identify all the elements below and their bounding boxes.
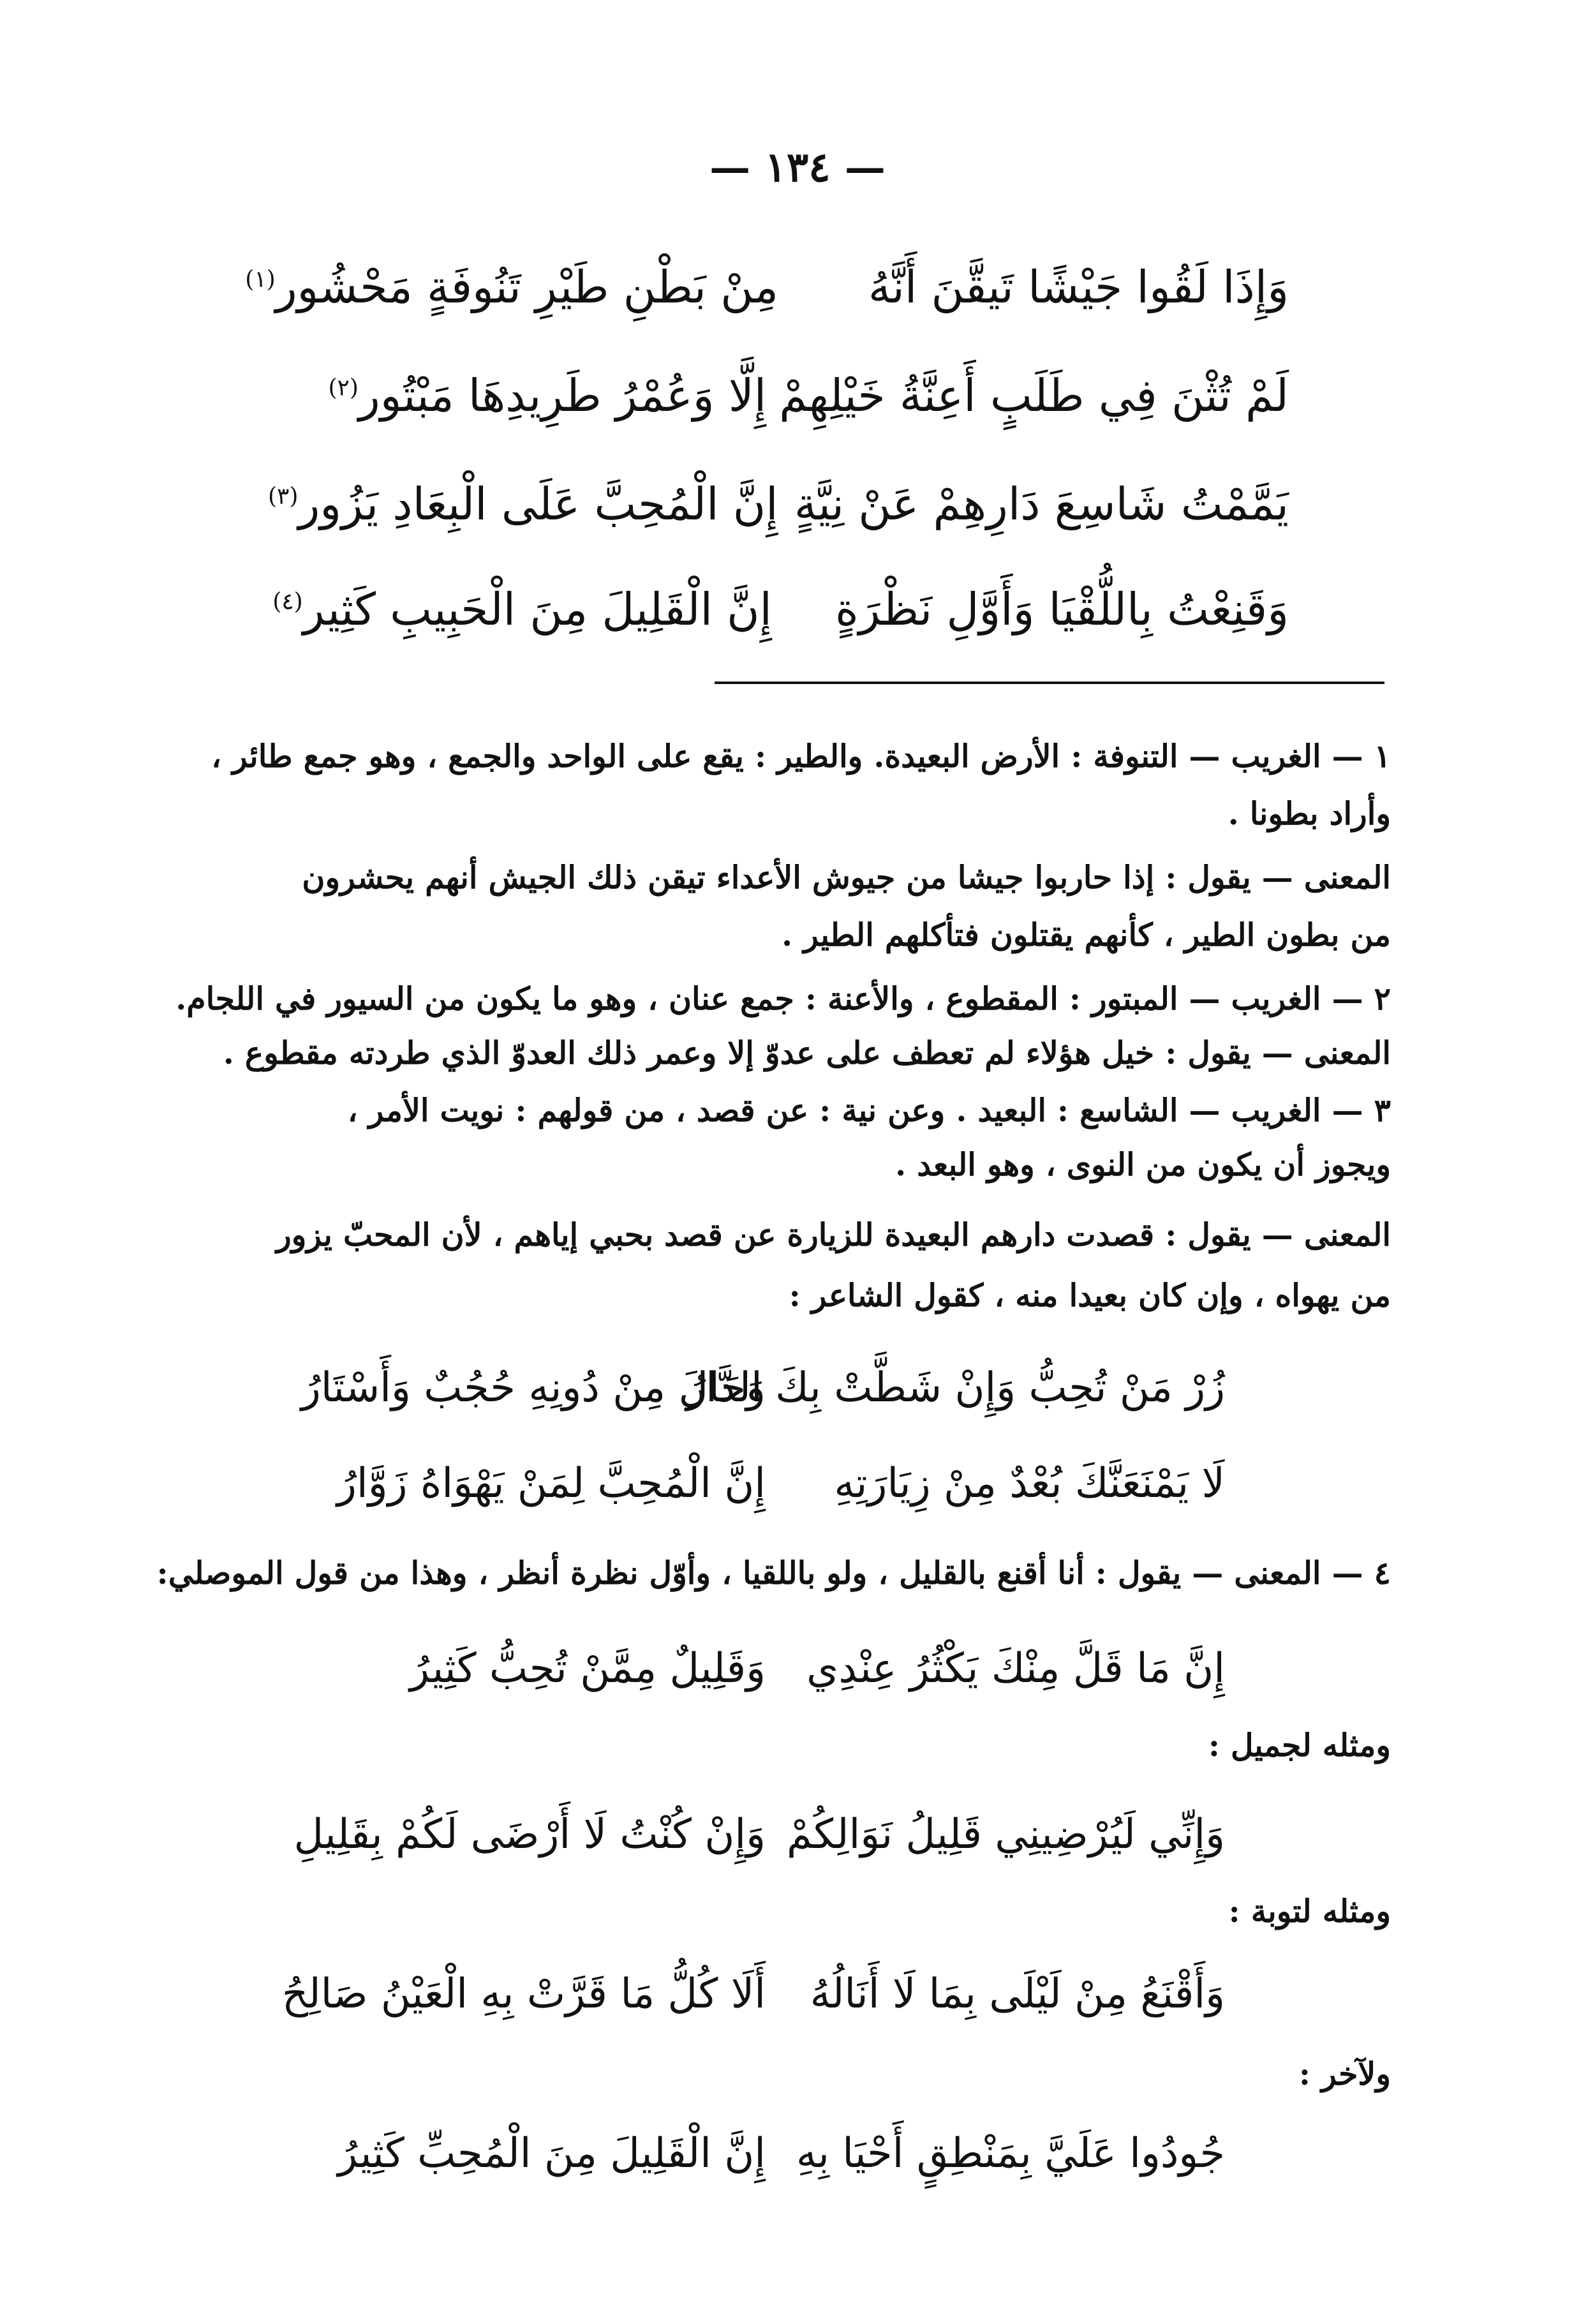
quote-3a-second: وَحَالَ مِنْ دُونِهِ حُجُبٌ وَأَسْتَارُ (300, 1364, 766, 1412)
poem-verse-2 (268, 351, 1289, 440)
quote-4a-second: وَقَلِيلٌ مِمَّنْ تُحِبُّ كَثِيرُ (410, 1645, 766, 1692)
verse-1-second-hemistich (245, 261, 791, 313)
quote-verse-3a (300, 1346, 1225, 1429)
verse-4-first-hemistich: وَقَنِعْتُ بِاللُّقْيَا وَأَوَّلِ نَظْرَةٍ (835, 583, 1289, 636)
note-2-meaning: المعنى — يقول : خيل هؤلاء لم تعطف على عدوّ إلا وعمر ذلك العدوّ الذي طردته مقطوع . (223, 1034, 1391, 1071)
note-1-meaning-line-2: من بطون الطير ، كأنهم يقتلون فتأكلهم الطير . (782, 916, 1391, 953)
verse-3-second-hemistich (268, 478, 791, 530)
verse-4-second-text: إِنَّ الْقَلِيلَ مِنَ الْحَبِيبِ كَثِير (302, 583, 772, 636)
quote-4c-first: وَأَقْنَعُ مِنْ لَيْلَى بِمَا لَا أَنَالُهُ (810, 1970, 1225, 2018)
quote-verse-4d (306, 2112, 1225, 2195)
note-4-meaning: ٤ — المعنى — يقول : أنا أقنع بالقليل ، ولو باللقيا ، وأوّل نظرة أنظر ، وهذا من قول الموصلي: (156, 1554, 1391, 1591)
tawba-intro: ومثله لتوبة : (1228, 1893, 1391, 1930)
footnote-ref-4[interactable]: (٤) (272, 588, 303, 615)
verse-2-first-hemistich: لَمْ تُثْنَ فِي طَلَبٍ أَعِنَّةُ خَيْلِهِمْ (779, 369, 1289, 422)
note-3-meaning-line-1: المعنى — يقول : قصدت دارهم البعيدة للزيارة عن قصد بحبي إياهم ، لأن المحبّ يزور (276, 1216, 1391, 1253)
page-number: — ١٣٤ — (709, 144, 886, 191)
other-intro: ولآخر : (1298, 2055, 1391, 2092)
quote-verse-3b (306, 1442, 1225, 1525)
note-1-gloss-line-2: وأراد بطونا . (1228, 795, 1391, 832)
verse-3-first-hemistich: يَمَّمْتُ شَاسِعَ دَارِهِمْ عَنْ نِيَّةٍ (794, 478, 1289, 530)
quote-3a-first: زُرْ مَنْ تُحِبُّ وَإِنْ شَطَّتْ بِكَ الدَّارُ (686, 1364, 1225, 1412)
quote-4d-first: جُودُوا عَلَيَّ بِمَنْطِقٍ أَحْيَا بِهِ (796, 2130, 1225, 2177)
poem-verse-4 (268, 565, 1289, 654)
verse-4-second-hemistich (268, 583, 785, 636)
quote-3b-second: إِنَّ الْمُحِبَّ لِمَنْ يَهْوَاهُ زَوَّارُ (337, 1460, 766, 1507)
verse-2-second-text: إِلَّا وَعُمْرُ طَرِيدِهَا مَبْتُور (358, 369, 767, 422)
quote-4b-first: وَإِنِّي لَيُرْضِينِي قَلِيلُ نَوَالِكُمْ (787, 1811, 1225, 1858)
verse-1-second-text: مِنْ بَطْنِ طَيْرِ تَنُوفَةٍ مَحْشُور (275, 261, 778, 313)
footnote-ref-2[interactable]: (٢) (328, 375, 359, 401)
footnote-ref-1[interactable]: (١) (245, 266, 276, 293)
note-3-gloss-line-2: ويجوز أن يكون من النوى ، وهو البعد . (895, 1146, 1391, 1183)
verse-3-second-text: إِنَّ الْمُحِبَّ عَلَى الْبِعَادِ يَزُور (298, 478, 778, 530)
poem-verse-1 (245, 242, 1289, 332)
quote-4d-second: إِنَّ الْقَلِيلَ مِنَ الْمُحِبِّ كَثِيرُ (338, 2130, 766, 2177)
note-3-gloss-line-1: ٣ — الغريب — الشاسع : البعيد . وعن نية : عن قصد ، من قولهم : نويت الأمر ، (347, 1092, 1391, 1129)
quote-3b-first: لَا يَمْنَعَنَّكَ بُعْدٌ مِنْ زِيَارَتِهِ (834, 1460, 1225, 1507)
quote-verse-4c (281, 1953, 1225, 2036)
jamil-intro: ومثله لجميل : (1208, 1727, 1391, 1764)
poem-verse-3 (268, 459, 1289, 549)
footnote-divider (715, 682, 1384, 684)
verse-1-first-hemistich: وَإِذَا لَقُوا جَيْشًا تَيقَّنَ أَنَّهُ (868, 261, 1289, 313)
note-1-gloss-line-1: ١ — الغريب — التنوفة : الأرض البعيدة. والطير : يقع على الواحد والجمع ، وهو جمع طائر ، (211, 738, 1391, 775)
note-1-meaning-line-1: المعنى — يقول : إذا حاربوا جيشا من جيوش الأعداء تيقن ذلك الجيش أنهم يحشرون (302, 859, 1391, 896)
quote-4b-second: وَإِنْ كُنْتُ لَا أَرْضَى لَكُمْ بِقَلِيلِ (293, 1811, 766, 1858)
note-3-meaning-line-2: من يهواه ، وإن كان بعيدا منه ، كقول الشاعر : (789, 1277, 1391, 1314)
footnote-ref-3[interactable]: (٣) (268, 483, 299, 510)
quote-4c-second: أَلَا كُلُّ مَا قَرَّتْ بِهِ الْعَيْنُ صَالِحُ (281, 1970, 766, 2018)
verse-2-second-hemistich (268, 369, 779, 422)
quote-verse-4a (306, 1627, 1225, 1710)
quote-verse-4b (293, 1793, 1225, 1876)
note-2-gloss: ٢ — الغريب — المبتور : المقطوع ، والأعنة : جمع عنان ، وهو ما يكون من السيور في اللجام. (175, 980, 1391, 1017)
quote-4a-first: إِنَّ مَا قَلَّ مِنْكَ يَكْثُرُ عِنْدِي (806, 1645, 1225, 1692)
